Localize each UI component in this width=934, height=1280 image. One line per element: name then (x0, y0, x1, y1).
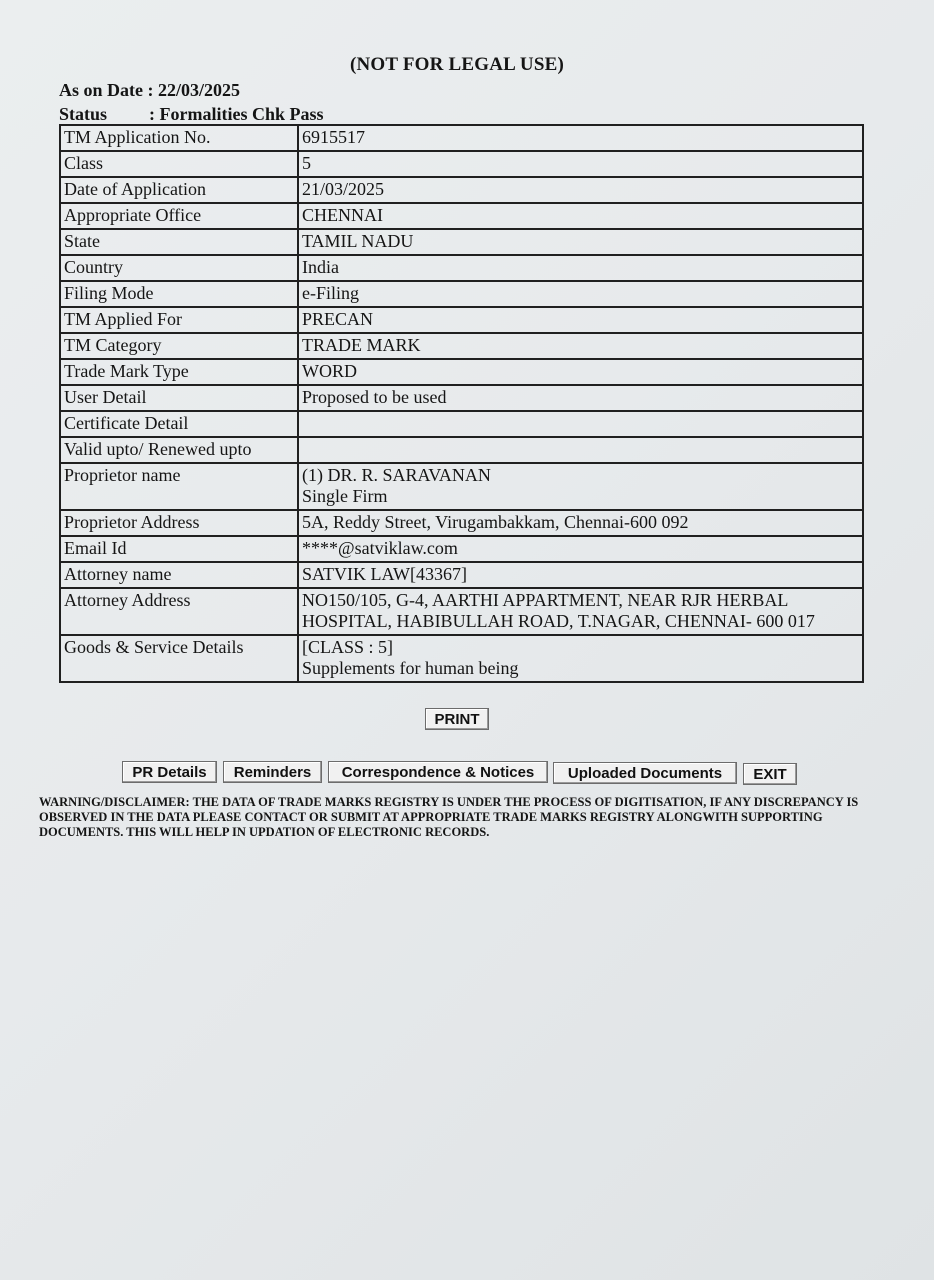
field-value: (1) DR. R. SARAVANAN Single Firm (298, 463, 863, 510)
table-row (60, 229, 863, 255)
table-row (60, 125, 863, 151)
table-row (60, 562, 863, 588)
field-label: Email Id (60, 536, 298, 562)
warning-disclaimer: WARNING/DISCLAIMER: THE DATA OF TRADE MARKS REGISTRY IS UNDER THE PROCESS OF DIGITISATION, IF ANY DISCREPANCY IS OBSERVED IN THE DATA PLEASE CONTACT OR SUBMIT AT APPROPRIATE TRADE MARKS REGISTRY ALONGWITH SUPPORTING DOCUMENTS. THIS WILL HELP IN UPDATION OF ELECTRONIC RECORDS. (39, 795, 859, 839)
field-value (298, 411, 863, 437)
field-value: Proposed to be used (298, 385, 863, 411)
field-value: PRECAN (298, 307, 863, 333)
as-on-date: As on Date : 22/03/2025 (59, 80, 240, 100)
field-value: TAMIL NADU (298, 229, 863, 255)
field-value: ****@satviklaw.com (298, 536, 863, 562)
table-row (60, 177, 863, 203)
table-row (60, 463, 863, 510)
status-label: Status (59, 104, 108, 124)
field-label: Trade Mark Type (60, 359, 298, 385)
field-value: 6915517 (298, 125, 863, 151)
field-label: Attorney name (60, 562, 298, 588)
field-label: User Detail (60, 385, 298, 411)
field-value: CHENNAI (298, 203, 863, 229)
table-row (60, 307, 863, 333)
field-label: Country (60, 255, 298, 281)
table-row (60, 255, 863, 281)
not-for-legal-use-notice: (NOT FOR LEGAL USE) (349, 54, 565, 75)
field-value: NO150/105, G-4, AARTHI APPARTMENT, NEAR RJR HERBAL HOSPITAL, HABIBULLAH ROAD, T.NAGAR, CHENNAI- 600 017 (298, 588, 863, 635)
status-line (59, 104, 324, 124)
field-value: TRADE MARK (298, 333, 863, 359)
uploaded-documents-button[interactable]: Uploaded Documents (553, 762, 737, 784)
table-row (60, 203, 863, 229)
field-label: Proprietor Address (60, 510, 298, 536)
field-label: Proprietor name (60, 463, 298, 510)
reminders-button[interactable]: Reminders (223, 761, 322, 783)
field-label: TM Application No. (60, 125, 298, 151)
field-label: Class (60, 151, 298, 177)
status-value: : Formalities Chk Pass (149, 104, 324, 124)
field-label: Attorney Address (60, 588, 298, 635)
field-value (298, 437, 863, 463)
table-row (60, 437, 863, 463)
table-row (60, 536, 863, 562)
table-row (60, 333, 863, 359)
exit-button[interactable]: EXIT (743, 763, 797, 785)
field-label: Filing Mode (60, 281, 298, 307)
table-row (60, 385, 863, 411)
table-row (60, 281, 863, 307)
field-label: Certificate Detail (60, 411, 298, 437)
field-value: 5 (298, 151, 863, 177)
table-row (60, 510, 863, 536)
table-row (60, 411, 863, 437)
field-label: State (60, 229, 298, 255)
field-label: TM Category (60, 333, 298, 359)
table-row (60, 635, 863, 682)
field-value: 21/03/2025 (298, 177, 863, 203)
field-value: India (298, 255, 863, 281)
field-label: Goods & Service Details (60, 635, 298, 682)
field-value: WORD (298, 359, 863, 385)
table-row (60, 359, 863, 385)
table-row (60, 151, 863, 177)
field-value: 5A, Reddy Street, Virugambakkam, Chennai-600 092 (298, 510, 863, 536)
field-value: e-Filing (298, 281, 863, 307)
field-label: Date of Application (60, 177, 298, 203)
field-label: TM Applied For (60, 307, 298, 333)
table-row (60, 588, 863, 635)
print-button[interactable]: PRINT (425, 708, 489, 730)
field-value: SATVIK LAW[43367] (298, 562, 863, 588)
field-label: Valid upto/ Renewed upto (60, 437, 298, 463)
details-table-body (60, 125, 863, 682)
field-label: Appropriate Office (60, 203, 298, 229)
correspondence-notices-button[interactable]: Correspondence & Notices (328, 761, 548, 783)
field-value: [CLASS : 5] Supplements for human being (298, 635, 863, 682)
pr-details-button[interactable]: PR Details (122, 761, 217, 783)
application-details-table (59, 124, 864, 683)
